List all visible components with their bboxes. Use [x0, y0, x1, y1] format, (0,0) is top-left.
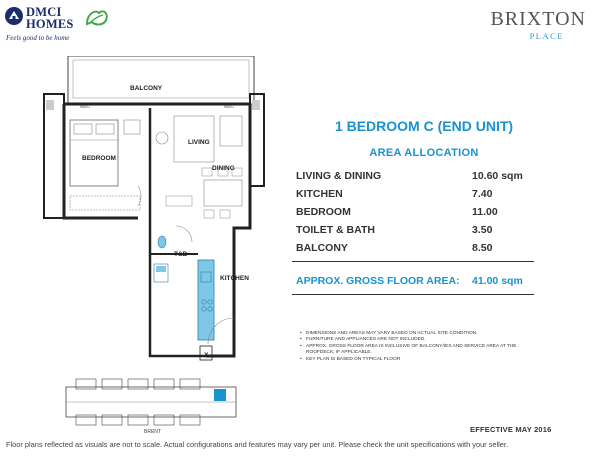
dining-label: DINING [212, 165, 235, 172]
bedroom-label: BEDROOM [82, 155, 116, 162]
logo-line-2: HOMES [26, 17, 74, 31]
area-value: 10.60 sqm [472, 170, 523, 182]
area-label: TOILET & BATH [296, 224, 375, 236]
area-label: BALCONY [296, 242, 348, 254]
area-row [296, 170, 532, 188]
note-item: • KEY PLAN IS BASED ON TYPICAL FLOOR [300, 357, 540, 363]
effective-date: EFFECTIVE MAY 2016 [470, 425, 552, 434]
living-label: LIVING [188, 139, 210, 146]
disclaimer-text: Floor plans reflected as visuals are not to scale. Actual configurations and features may vary per unit. Please check the unit specifications with your seller. [6, 440, 508, 449]
note-item: • FURNITURE AND APPLIANCES ARE NOT INCLUDED. [300, 337, 540, 343]
key-plan-drawing [62, 377, 242, 435]
dmci-emblem-icon [4, 6, 24, 26]
area-label: KITCHEN [296, 188, 343, 200]
area-value: 3.50 [472, 224, 493, 236]
logo-line-1: DMCI [26, 5, 62, 19]
wacu-label: WACU [80, 105, 90, 109]
area-label: LIVING & DINING [296, 170, 382, 182]
brand-title: BRIXTON [490, 8, 586, 30]
unit-title: 1 BEDROOM C (END UNIT) [334, 118, 514, 134]
area-row [296, 188, 532, 206]
x-mark-label: X [204, 352, 209, 359]
brand-subtitle: PLACE [529, 31, 564, 41]
divider [292, 261, 534, 262]
area-allocation-heading: AREA ALLOCATION [369, 147, 479, 159]
area-row [296, 224, 532, 242]
gross-area-label: APPROX. GROSS FLOOR AREA: [296, 275, 460, 287]
area-value: 11.00 [472, 206, 498, 218]
green-leaf-icon [84, 6, 110, 28]
area-value: 8.50 [472, 242, 493, 254]
area-value: 7.40 [472, 188, 493, 200]
area-row [296, 206, 532, 224]
area-row [296, 242, 532, 260]
kitchen-label: KITCHEN [220, 275, 249, 282]
key-plan-label: BRENT [144, 429, 161, 435]
dmci-homes-logo [4, 4, 124, 48]
notes-list [300, 331, 540, 363]
tb-label: T&B [174, 251, 188, 258]
wacu-label: WACU [224, 105, 234, 109]
note-item: • DIMENSIONS AND AREAS MAY VARY BASED ON ACTUAL SITE CONDITION. [300, 331, 540, 337]
logo-tagline: Feels good to be home [6, 34, 70, 42]
divider [292, 294, 534, 295]
note-item: • APPROX. GROSS FLOOR AREA IS INCLUSIVE OF BALCONY/IES AND SERVICE AREA AT THE ROOFDECK, IF APPLICABLE. [300, 344, 540, 357]
balcony-label: BALCONY [130, 85, 163, 92]
area-label: BEDROOM [296, 206, 351, 218]
floor-plan-drawing [38, 56, 274, 374]
gross-area-value: 41.00 sqm [472, 275, 523, 287]
